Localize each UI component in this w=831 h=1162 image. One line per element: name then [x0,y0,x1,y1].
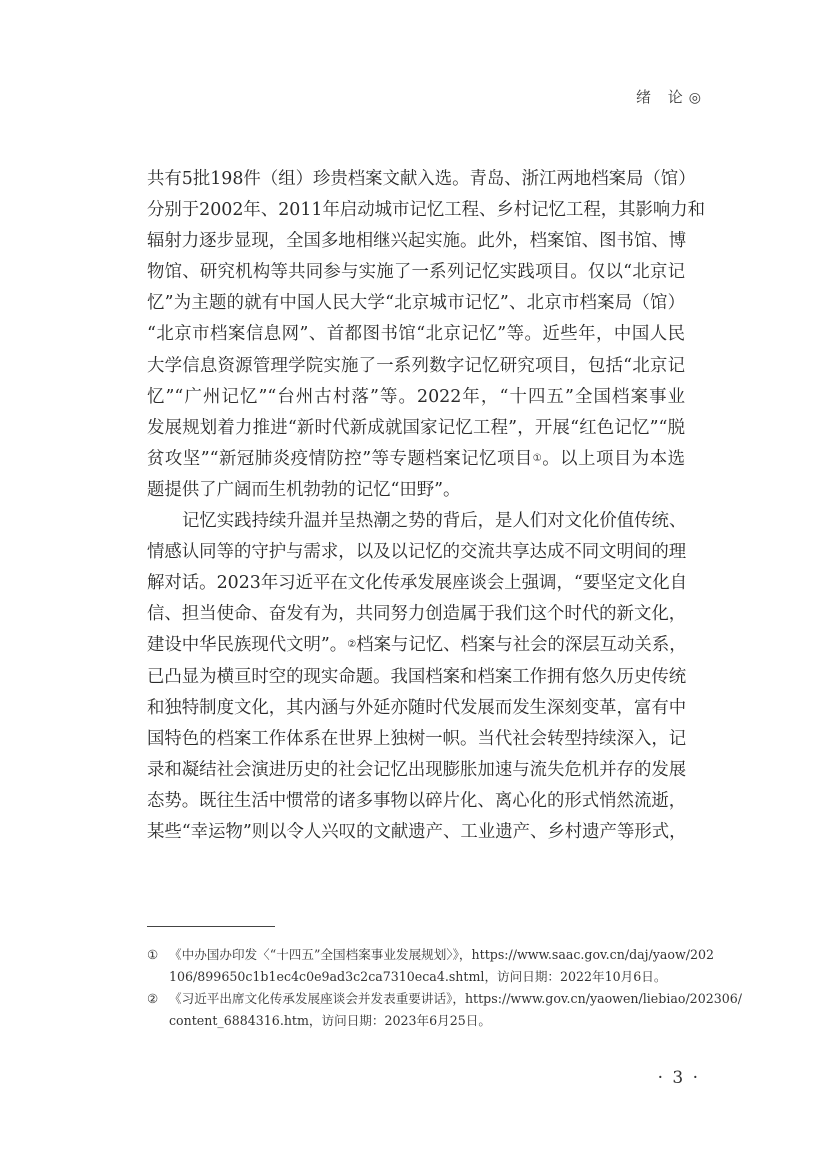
running-head-mark: ◎ [688,90,701,106]
text-line: 记忆实践持续升温并呈热潮之势的背后，是人们对文化价值传统、 [182,511,687,532]
text-line [147,630,685,661]
text-segment: 档案与记忆、档案与社会的深层互动关系， [356,635,687,656]
text-line: 题提供了广阔而生机勃勃的记忆“田野”。 [147,479,461,500]
text-line [147,444,685,475]
footnote-line[interactable]: 106/899650c1b1ec4c0e9ad3c2ca7310eca4.shtml，访问日期：2022年10月6日。 [169,968,667,984]
text-line: 信、担当使命、奋发有为，共同努力创造属于我们这个时代的新文化， [147,604,687,625]
footnotes [147,944,742,1032]
text-line: 大学信息资源管理学院实施了一系列数字记忆研究项目，包括“北京记 [147,355,685,376]
text-line: 态势。既往生活中惯常的诸多事物以碎片化、离心化的形式悄然流逝， [147,790,687,811]
text-line: 解对话。2023年习近平在文化传承发展座谈会上强调，“要坚定文化自 [147,573,688,594]
main-text [147,164,706,848]
text-line: 情感认同等的守护与需求，以及以记忆的交流共享达成不同文明间的理 [147,542,687,563]
footnote-line[interactable]: 《中办国办印发〈“十四五”全国档案事业发展规划〉》，https://www.saac.gov.cn/daj/yaow/202 [169,947,715,962]
text-line: 物馆、研究机构等共同参与实施了一系列记忆实践项目。仅以“北京记 [147,262,685,283]
footnote-divider [147,926,275,927]
footnote-ref-2[interactable]: ② [347,639,357,651]
text-line: 分别于2002年、2011年启动城市记忆工程、乡村记忆工程，其影响力和 [147,200,706,221]
running-head-title: 绪 论 [636,88,689,106]
footnote-2 [147,988,742,1031]
text-line: 忆”“广州记忆”“台州古村落”等。2022年，“十四五”全国档案事业 [147,386,685,407]
text-line: 国特色的档案工作体系在世界上独树一帜。当代社会转型持续深入，记 [147,728,687,749]
footnote-mark: ② [147,991,159,1006]
text-line: 某些“幸运物”则以令人兴叹的文献遗产、工业遗产、乡村遗产等形式， [147,821,687,842]
text-line: 辐射力逐步显现，全国多地相继兴起实施。此外，档案馆、图书馆、博 [147,231,687,252]
footnote-line[interactable]: content_6884316.htm，访问日期：2023年6月25日。 [169,1012,491,1028]
footnote-mark: ① [147,947,159,962]
footnote-line[interactable]: 《习近平出席文化传承发展座谈会并发表重要讲话》，https://www.gov.cn/yaowen/liebiao/202306/ [169,991,742,1006]
page-number: · 3 · [657,1068,700,1088]
text-line: 录和凝结社会演进历史的社会记忆出现膨胀加速与流失危机并存的发展 [147,759,687,780]
text-segment: 。以上项目为本选 [542,448,685,469]
text-segment: 建设中华民族现代文明”。 [147,635,348,656]
text-line: 和独特制度文化，其内涵与外延亦随时代发展而发生深刻变革，富有中 [147,697,687,718]
footnote-ref-1[interactable]: ① [532,452,543,464]
text-line: “北京市档案信息网”、首都图书馆“北京记忆”等。近些年，中国人民 [147,324,685,345]
text-line: 发展规划着力推进“新时代新成就国家记忆工程”，开展“红色记忆”“脱 [147,417,685,438]
text-line: 已凸显为横亘时空的现实命题。我国档案和档案工作拥有悠久历史传统 [147,666,687,687]
text-line: 忆”为主题的就有中国人民大学“北京城市记忆”、北京市档案局（馆） [147,293,685,314]
text-line: 共有5批198件（组）珍贵档案文献入选。青岛、浙江两地档案局（馆） [147,169,696,189]
running-head [636,86,701,107]
footnote-1 [147,944,715,987]
text-segment: 贫攻坚”“新冠肺炎疫情防控”等专题档案记忆项目 [147,448,533,469]
